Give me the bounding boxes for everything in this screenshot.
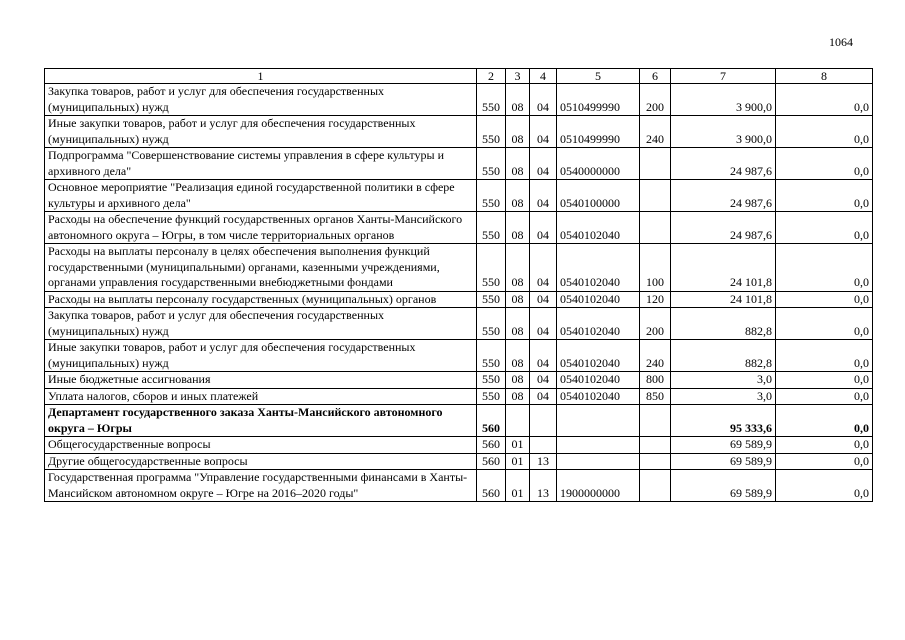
table-row [45, 453, 873, 470]
section-code-cell: 08 [506, 148, 530, 180]
ministry-code-cell: 550 [477, 372, 506, 389]
expense-type-cell [640, 148, 671, 180]
table-row [45, 437, 873, 454]
expense-type-cell [640, 470, 671, 502]
subsection-code-cell [530, 437, 557, 454]
amount-2-cell: 0,0 [776, 372, 873, 389]
amount-cell: 24 987,6 [671, 180, 776, 212]
row-name-cell: Общегосударственные вопросы [45, 437, 477, 454]
target-article-cell [557, 453, 640, 470]
row-name-cell: Государственная программа "Управление государственными финансами в Ханты-Мансийском автономном округе – Югре на 2016–2020 годы" [45, 470, 477, 502]
section-code-cell: 01 [506, 453, 530, 470]
column-header: 6 [640, 69, 671, 84]
subsection-code-cell: 04 [530, 84, 557, 116]
target-article-cell: 0510499990 [557, 116, 640, 148]
section-code-cell: 08 [506, 180, 530, 212]
section-code-cell: 08 [506, 388, 530, 405]
table-row [45, 116, 873, 148]
amount-cell: 24 101,8 [671, 291, 776, 308]
ministry-code-cell: 550 [477, 84, 506, 116]
row-name-cell: Расходы на выплаты персоналу государственных (муниципальных) органов [45, 291, 477, 308]
column-header: 3 [506, 69, 530, 84]
expense-type-cell [640, 405, 671, 437]
expense-type-cell [640, 180, 671, 212]
table-row [45, 388, 873, 405]
section-code-cell: 08 [506, 116, 530, 148]
amount-2-cell: 0,0 [776, 388, 873, 405]
amount-cell: 3,0 [671, 388, 776, 405]
table-row [45, 84, 873, 116]
target-article-cell: 0540100000 [557, 180, 640, 212]
section-code-cell: 01 [506, 470, 530, 502]
ministry-code-cell: 550 [477, 388, 506, 405]
table-row [45, 180, 873, 212]
table-row [45, 340, 873, 372]
amount-2-cell: 0,0 [776, 212, 873, 244]
amount-2-cell: 0,0 [776, 453, 873, 470]
subsection-code-cell: 13 [530, 470, 557, 502]
column-header: 2 [477, 69, 506, 84]
subsection-code-cell: 04 [530, 372, 557, 389]
subsection-code-cell: 04 [530, 308, 557, 340]
ministry-code-cell: 560 [477, 405, 506, 437]
row-name-cell: Департамент государственного заказа Ханты-Мансийского автономного округа – Югры [45, 405, 477, 437]
target-article-cell: 0540102040 [557, 244, 640, 292]
ministry-code-cell: 550 [477, 212, 506, 244]
table-body [45, 69, 873, 502]
amount-cell: 3,0 [671, 372, 776, 389]
column-header: 8 [776, 69, 873, 84]
amount-2-cell: 0,0 [776, 84, 873, 116]
row-name-cell: Закупка товаров, работ и услуг для обеспечения государственных (муниципальных) нужд [45, 308, 477, 340]
amount-cell: 95 333,6 [671, 405, 776, 437]
subsection-code-cell: 04 [530, 291, 557, 308]
section-code-cell: 08 [506, 372, 530, 389]
target-article-cell: 0540102040 [557, 308, 640, 340]
row-name-cell: Другие общегосударственные вопросы [45, 453, 477, 470]
ministry-code-cell: 550 [477, 148, 506, 180]
expense-type-cell: 200 [640, 308, 671, 340]
section-code-cell: 08 [506, 291, 530, 308]
target-article-cell [557, 405, 640, 437]
ministry-code-cell: 550 [477, 244, 506, 292]
subsection-code-cell: 04 [530, 148, 557, 180]
ministry-code-cell: 550 [477, 180, 506, 212]
column-header: 7 [671, 69, 776, 84]
amount-2-cell: 0,0 [776, 340, 873, 372]
column-header: 5 [557, 69, 640, 84]
ministry-code-cell: 550 [477, 340, 506, 372]
target-article-cell: 0540102040 [557, 212, 640, 244]
ministry-code-cell: 550 [477, 116, 506, 148]
target-article-cell: 0540102040 [557, 340, 640, 372]
subsection-code-cell: 04 [530, 116, 557, 148]
ministry-code-cell: 550 [477, 291, 506, 308]
amount-cell: 3 900,0 [671, 116, 776, 148]
amount-cell: 69 589,9 [671, 437, 776, 454]
expense-type-cell: 240 [640, 340, 671, 372]
amount-cell: 69 589,9 [671, 453, 776, 470]
amount-2-cell: 0,0 [776, 437, 873, 454]
column-number-row [45, 69, 873, 84]
row-name-cell: Основное мероприятие "Реализация единой государственной политики в сфере культуры и архивного дела" [45, 180, 477, 212]
subsection-code-cell: 04 [530, 340, 557, 372]
subsection-code-cell: 04 [530, 388, 557, 405]
amount-cell: 24 987,6 [671, 212, 776, 244]
expense-type-cell: 850 [640, 388, 671, 405]
ministry-code-cell: 560 [477, 453, 506, 470]
table-row [45, 148, 873, 180]
amount-2-cell: 0,0 [776, 470, 873, 502]
amount-2-cell: 0,0 [776, 180, 873, 212]
section-code-cell [506, 405, 530, 437]
ministry-code-cell: 550 [477, 308, 506, 340]
row-name-cell: Иные закупки товаров, работ и услуг для обеспечения государственных (муниципальных) нужд [45, 340, 477, 372]
section-code-cell: 08 [506, 340, 530, 372]
subsection-code-cell [530, 405, 557, 437]
section-code-cell: 08 [506, 308, 530, 340]
column-header: 4 [530, 69, 557, 84]
target-article-cell: 0540102040 [557, 388, 640, 405]
target-article-cell: 0540000000 [557, 148, 640, 180]
expense-type-cell: 800 [640, 372, 671, 389]
subsection-code-cell: 04 [530, 180, 557, 212]
table-row [45, 405, 873, 437]
table-row [45, 291, 873, 308]
column-header: 1 [45, 69, 477, 84]
budget-table [44, 68, 873, 502]
amount-cell: 3 900,0 [671, 84, 776, 116]
ministry-code-cell: 560 [477, 437, 506, 454]
target-article-cell: 0540102040 [557, 291, 640, 308]
amount-cell: 24 987,6 [671, 148, 776, 180]
table-row [45, 470, 873, 502]
table-row [45, 244, 873, 292]
amount-2-cell: 0,0 [776, 148, 873, 180]
expense-type-cell [640, 453, 671, 470]
expense-type-cell [640, 212, 671, 244]
ministry-code-cell: 560 [477, 470, 506, 502]
amount-cell: 69 589,9 [671, 470, 776, 502]
table-row [45, 308, 873, 340]
table-row [45, 372, 873, 389]
section-code-cell: 01 [506, 437, 530, 454]
row-name-cell: Уплата налогов, сборов и иных платежей [45, 388, 477, 405]
row-name-cell: Расходы на выплаты персоналу в целях обеспечения выполнения функций государственными (муниципальными) органами, казенными учреждениями, органами управления государственными внебюджетными фондами [45, 244, 477, 292]
row-name-cell: Иные бюджетные ассигнования [45, 372, 477, 389]
target-article-cell: 0540102040 [557, 372, 640, 389]
section-code-cell: 08 [506, 84, 530, 116]
amount-cell: 882,8 [671, 308, 776, 340]
amount-2-cell: 0,0 [776, 308, 873, 340]
subsection-code-cell: 04 [530, 244, 557, 292]
row-name-cell: Закупка товаров, работ и услуг для обеспечения государственных (муниципальных) нужд [45, 84, 477, 116]
row-name-cell: Подпрограмма "Совершенствование системы управления в сфере культуры и архивного дела" [45, 148, 477, 180]
amount-2-cell: 0,0 [776, 244, 873, 292]
section-code-cell: 08 [506, 212, 530, 244]
amount-2-cell: 0,0 [776, 405, 873, 437]
target-article-cell: 1900000000 [557, 470, 640, 502]
table-row [45, 212, 873, 244]
amount-2-cell: 0,0 [776, 291, 873, 308]
amount-2-cell: 0,0 [776, 116, 873, 148]
subsection-code-cell: 04 [530, 212, 557, 244]
amount-cell: 882,8 [671, 340, 776, 372]
target-article-cell [557, 437, 640, 454]
expense-type-cell: 100 [640, 244, 671, 292]
amount-cell: 24 101,8 [671, 244, 776, 292]
row-name-cell: Расходы на обеспечение функций государственных органов Ханты-Мансийского автономного округа – Югры, в том числе территориальных органов [45, 212, 477, 244]
expense-type-cell: 200 [640, 84, 671, 116]
expense-type-cell: 240 [640, 116, 671, 148]
section-code-cell: 08 [506, 244, 530, 292]
page-number: 1064 [829, 35, 853, 49]
subsection-code-cell: 13 [530, 453, 557, 470]
expense-type-cell: 120 [640, 291, 671, 308]
row-name-cell: Иные закупки товаров, работ и услуг для обеспечения государственных (муниципальных) нужд [45, 116, 477, 148]
target-article-cell: 0510499990 [557, 84, 640, 116]
expense-type-cell [640, 437, 671, 454]
